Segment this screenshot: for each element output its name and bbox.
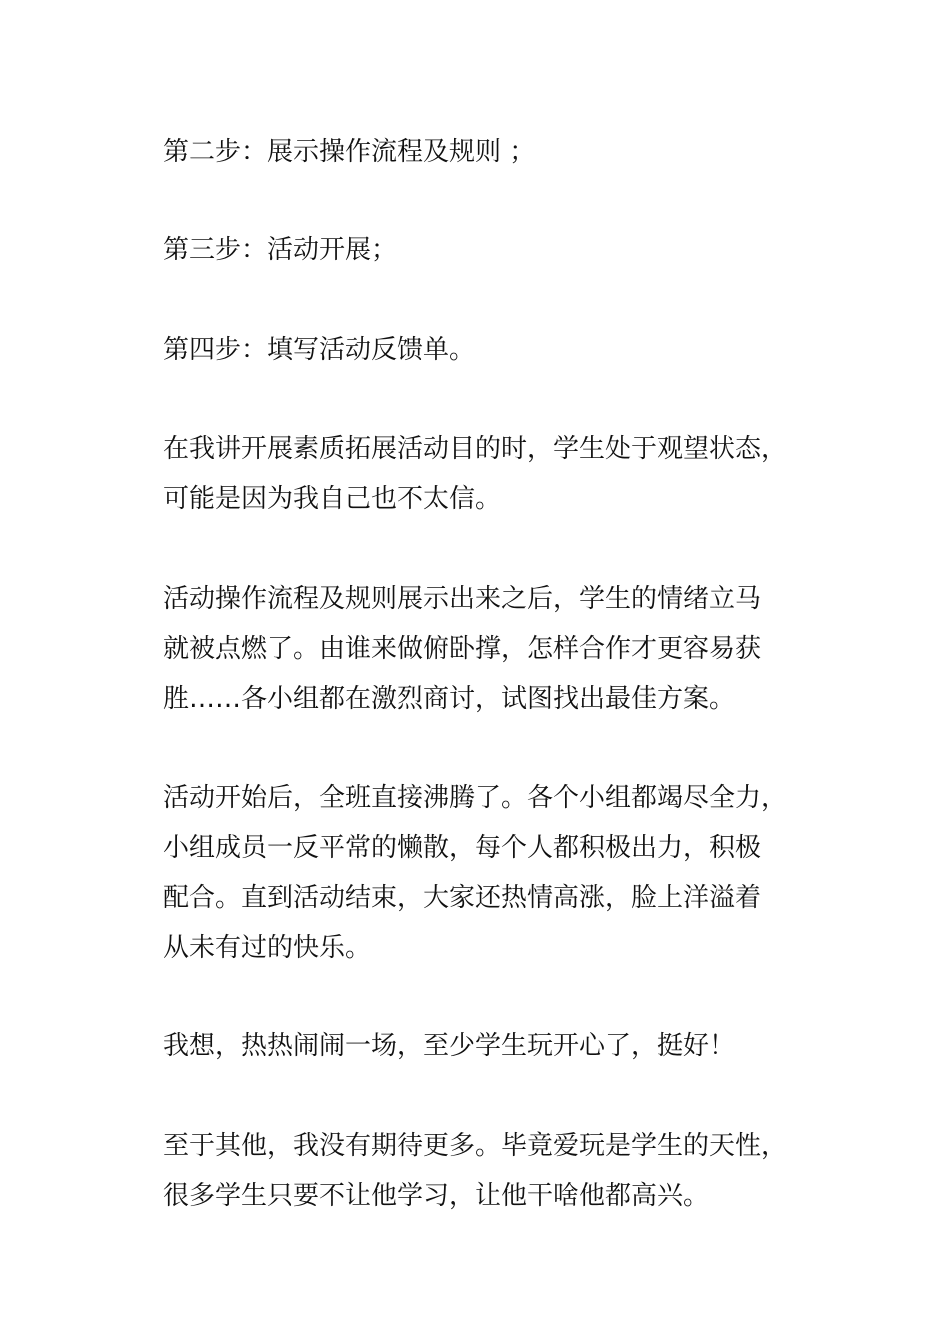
text-line: 第三步：活动开展； (163, 235, 398, 265)
text-line: 我想，热热闹闹一场，至少学生玩开心了，挺好！ (163, 1031, 736, 1061)
text-line: 可能是因为我自己也不太信。 (163, 484, 502, 514)
paragraph-step-three (163, 225, 823, 275)
paragraph-activity-start (163, 773, 823, 973)
paragraph-rules-shown (163, 574, 823, 724)
paragraph-expectation (163, 1121, 823, 1221)
text-line: 第四步：填写活动反馈单。 (163, 335, 476, 365)
text-line: 在我讲开展素质拓展活动目的时，学生处于观望状态， (163, 434, 788, 464)
text-line: 就被点燃了。由谁来做俯卧撑，怎样合作才更容易获 (163, 634, 762, 664)
text-line: 第二步：展示操作流程及规则 ； (163, 137, 536, 167)
text-line: 胜……各小组都在激烈商讨，试图找出最佳方案。 (163, 684, 736, 714)
text-line: 至于其他，我没有期待更多。毕竟爱玩是学生的天性， (163, 1131, 788, 1161)
text-line: 小组成员一反平常的懒散，每个人都积极出力，积极 (163, 833, 762, 863)
text-line: 活动操作流程及规则展示出来之后，学生的情绪立马 (163, 584, 762, 614)
text-line: 配合。直到活动结束，大家还热情高涨，脸上洋溢着 (163, 883, 762, 913)
paragraph-step-four (163, 325, 823, 375)
paragraph-step-two (163, 127, 823, 177)
text-line: 活动开始后，全班直接沸腾了。各个小组都竭尽全力， (163, 783, 788, 813)
paragraph-activity-purpose (163, 424, 823, 524)
paragraph-reflection (163, 1021, 823, 1071)
text-line: 很多学生只要不让他学习，让他干啥他都高兴。 (163, 1181, 710, 1211)
text-line: 从未有过的快乐。 (163, 933, 372, 963)
